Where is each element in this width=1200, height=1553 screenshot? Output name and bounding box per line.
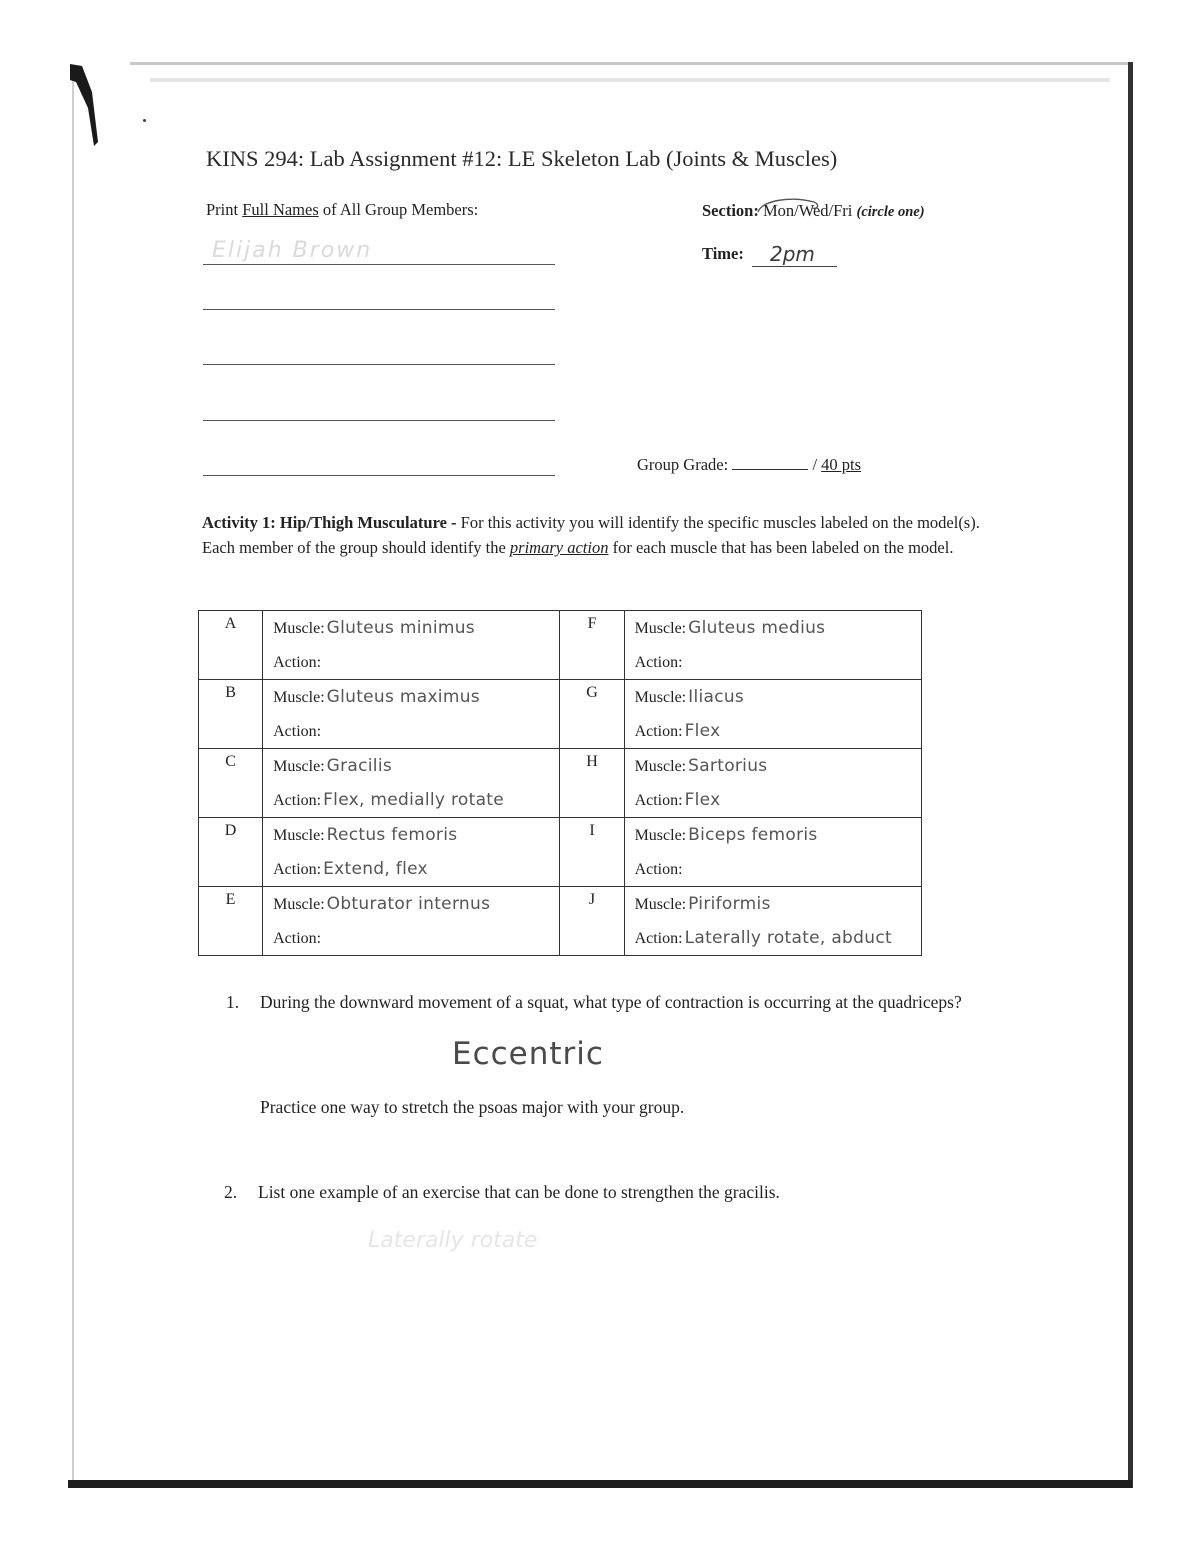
document-title: KINS 294: Lab Assignment #12: LE Skeleton Lab (Joints & Muscles) bbox=[206, 146, 838, 171]
table-row bbox=[199, 887, 922, 956]
muscle-entry bbox=[263, 818, 560, 887]
muscle-entry bbox=[624, 818, 921, 887]
muscle-entry bbox=[624, 680, 921, 749]
muscle-name[interactable]: Gluteus maximus bbox=[326, 687, 480, 707]
muscle-line bbox=[273, 749, 559, 783]
grade-blank[interactable] bbox=[732, 455, 808, 470]
question-text: During the downward movement of a squat, what type of contraction is occurring at the quadriceps? bbox=[260, 992, 962, 1012]
muscle-label: Muscle: bbox=[273, 758, 325, 775]
time-blank-line bbox=[752, 266, 837, 267]
muscle-line bbox=[273, 887, 559, 921]
question-number: 1. bbox=[226, 992, 240, 1012]
muscle-label: Muscle: bbox=[273, 620, 325, 637]
time-value[interactable]: 2pm bbox=[770, 242, 815, 266]
group-grade bbox=[637, 455, 861, 475]
action-line bbox=[635, 783, 921, 817]
muscle-entry bbox=[263, 611, 560, 680]
action-value[interactable]: Flex bbox=[684, 721, 721, 741]
primary-action-emphasis: primary action bbox=[509, 538, 609, 557]
muscle-label: Muscle: bbox=[273, 896, 325, 913]
action-value[interactable]: Flex bbox=[684, 790, 721, 810]
muscle-entry bbox=[624, 749, 921, 818]
member-name-line-5[interactable] bbox=[203, 475, 555, 476]
muscle-label: Muscle: bbox=[634, 758, 687, 775]
table-row bbox=[199, 680, 922, 749]
action-value[interactable]: Extend, flex bbox=[323, 859, 428, 879]
question-1 bbox=[226, 990, 990, 1015]
activity-title: Activity 1: Hip/Thigh Musculature - bbox=[202, 513, 457, 532]
muscle-label: Muscle: bbox=[634, 827, 687, 844]
faded-member-name: Elijah Brown bbox=[212, 238, 373, 263]
action-label: Action: bbox=[634, 861, 683, 878]
muscle-entry bbox=[624, 887, 921, 956]
member-name-line-1[interactable] bbox=[203, 264, 555, 265]
muscle-letter: C bbox=[199, 749, 263, 818]
scan-shadow-mark bbox=[68, 62, 100, 148]
table-row bbox=[199, 749, 922, 818]
action-label: Action: bbox=[634, 723, 683, 740]
handwritten-circle-mark bbox=[752, 194, 822, 224]
muscle-label: Muscle: bbox=[634, 896, 687, 913]
muscle-letter: B bbox=[199, 680, 263, 749]
muscle-letter: F bbox=[560, 611, 624, 680]
muscle-name[interactable]: Obturator internus bbox=[326, 894, 491, 914]
muscle-name[interactable]: Gluteus minimus bbox=[326, 618, 475, 638]
muscle-entry bbox=[263, 680, 560, 749]
action-label: Action: bbox=[273, 930, 322, 947]
action-line bbox=[273, 852, 559, 886]
action-value[interactable]: Laterally rotate, abduct bbox=[684, 928, 892, 948]
table-row bbox=[199, 611, 922, 680]
action-value[interactable]: Flex, medially rotate bbox=[323, 790, 505, 810]
muscle-label: Muscle: bbox=[273, 689, 325, 706]
scan-speck bbox=[143, 119, 146, 122]
muscle-line bbox=[635, 818, 921, 852]
scan-top-faint-band bbox=[150, 78, 1110, 82]
muscle-line bbox=[273, 680, 559, 714]
action-line bbox=[273, 783, 559, 817]
muscle-letter: E bbox=[199, 887, 263, 956]
muscle-entry bbox=[263, 749, 560, 818]
scan-right-edge bbox=[1128, 62, 1133, 1488]
muscle-line bbox=[635, 887, 921, 921]
action-line bbox=[635, 714, 921, 748]
action-label: Action: bbox=[634, 792, 683, 809]
question-text: List one example of an exercise that can be done to strengthen the gracilis. bbox=[258, 1182, 780, 1202]
question-number: 2. bbox=[224, 1182, 238, 1202]
action-line bbox=[635, 852, 921, 886]
section-label: Section: bbox=[702, 201, 759, 220]
muscle-label: Muscle: bbox=[634, 689, 687, 706]
muscle-label: Muscle: bbox=[273, 827, 325, 844]
muscle-name[interactable]: Biceps femoris bbox=[688, 825, 818, 845]
muscle-letter: J bbox=[560, 887, 624, 956]
muscle-letter: A bbox=[199, 611, 263, 680]
muscle-line bbox=[273, 611, 559, 645]
muscle-line bbox=[635, 749, 921, 783]
muscle-letter: G bbox=[560, 680, 624, 749]
question-2 bbox=[224, 1180, 988, 1205]
scan-left-edge bbox=[72, 70, 74, 1480]
muscle-name[interactable]: Gluteus medius bbox=[688, 618, 826, 638]
action-line bbox=[635, 645, 921, 679]
answer-1[interactable]: Eccentric bbox=[452, 1036, 604, 1072]
muscle-letter: D bbox=[199, 818, 263, 887]
action-label: Action: bbox=[273, 861, 322, 878]
scan-bottom-edge bbox=[68, 1480, 1132, 1488]
action-label: Action: bbox=[273, 654, 322, 671]
muscle-line bbox=[635, 680, 921, 714]
action-line bbox=[273, 714, 559, 748]
activity-description: Activity 1: Hip/Thigh Musculature - For this activity you will identify the specific muscles labeled on the model(s). Each member of the group should identify the primary action for each muscle that has been labeled on the model. bbox=[202, 513, 980, 557]
grade-total: 40 pts bbox=[821, 455, 862, 474]
faded-answer-2: Laterally rotate bbox=[368, 1228, 538, 1253]
muscle-line bbox=[635, 611, 921, 645]
table-row bbox=[199, 818, 922, 887]
muscle-name[interactable]: Sartorius bbox=[688, 756, 768, 776]
muscle-label: Muscle: bbox=[634, 620, 687, 637]
group-members-label: Print Full Names of All Group Members: bbox=[206, 200, 479, 219]
scan-top-edge bbox=[130, 62, 1130, 65]
section-options: Mon/Wed/Fri bbox=[762, 201, 853, 220]
muscle-table bbox=[198, 610, 922, 956]
grade-label: Group Grade: bbox=[637, 455, 729, 474]
action-label: Action: bbox=[273, 792, 322, 809]
time-label: Time: bbox=[702, 244, 744, 263]
action-line bbox=[273, 645, 559, 679]
muscle-entry bbox=[624, 611, 921, 680]
action-label: Action: bbox=[273, 723, 322, 740]
muscle-entry bbox=[263, 887, 560, 956]
grade-separator: / bbox=[812, 455, 818, 474]
action-label: Action: bbox=[634, 654, 683, 671]
member-name-line-3[interactable] bbox=[203, 364, 555, 365]
member-name-line-2[interactable] bbox=[203, 309, 555, 310]
muscle-name[interactable]: Piriformis bbox=[688, 894, 771, 914]
muscle-letter: I bbox=[560, 818, 624, 887]
member-name-line-4[interactable] bbox=[203, 420, 555, 421]
action-label: Action: bbox=[634, 930, 683, 947]
action-line bbox=[273, 921, 559, 955]
section-note: (circle one) bbox=[856, 204, 925, 220]
muscle-name[interactable]: Gracilis bbox=[326, 756, 392, 776]
action-line bbox=[635, 921, 921, 955]
practice-instruction: Practice one way to stretch the psoas major with your group. bbox=[260, 1097, 685, 1117]
muscle-name[interactable]: Rectus femoris bbox=[326, 825, 458, 845]
muscle-line bbox=[273, 818, 559, 852]
muscle-name[interactable]: Iliacus bbox=[688, 687, 745, 707]
muscle-letter: H bbox=[560, 749, 624, 818]
